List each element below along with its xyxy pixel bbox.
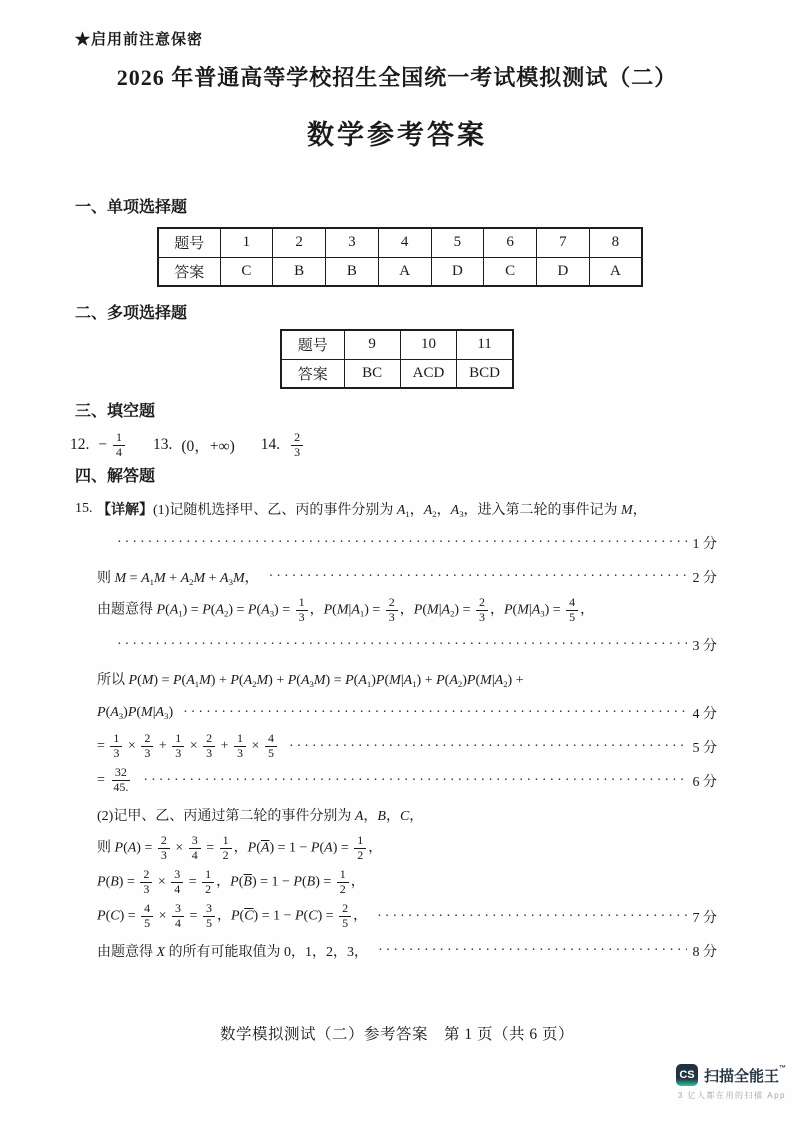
score-mark: 1 分	[692, 536, 717, 552]
row-label-cell: 答案	[158, 257, 220, 286]
solution-text: 则 P(A) = $\frac{2}{3}$ × $\frac{3}{4}$ = $\frac{1}{2}$ ，$P(\overline{A}) = 1 - P(A)$ = $\frac{1}{2}$ ，	[97, 833, 383, 863]
answer-cell: A	[589, 257, 642, 286]
solution-line	[75, 766, 717, 796]
dotted-leader	[378, 943, 686, 959]
answer-value: $\frac{2}{3}$	[289, 431, 305, 460]
solution-text: 由题意得 X 的所有可能取值为 0，1，2，3，	[97, 944, 369, 960]
solution-line	[75, 528, 717, 558]
solution-line	[75, 630, 717, 660]
camscanner-brand-text: 扫描全能王	[703, 1067, 779, 1085]
dotted-leader	[117, 535, 687, 551]
score-mark: 3 分	[692, 638, 717, 654]
solution-line	[75, 494, 717, 524]
solution-text: P(C) = $\frac{4}{5}$ × $\frac{3}{4}$ = $\frac{3}{5}$ ，$P(\overline{C}) = 1 - P(C)$ = $\frac{2}{5}$ ，	[97, 901, 368, 931]
problem-number: 15.	[75, 500, 93, 516]
solution-text: (2)记甲、乙、丙通过第二轮的事件分别为 A，B，C，	[97, 808, 424, 824]
dotted-leader	[377, 909, 686, 925]
answer-cell: A	[378, 257, 431, 286]
solution-text: 所以 $P(M) = P(A_1M) + P(A_2M) + P(A_3M) = P(A_1)P(M|A_1) + P(A_2)P(M|A_2)$ +	[97, 672, 524, 689]
table-row	[281, 330, 513, 359]
answer-value: − $\frac{1}{4}$	[98, 431, 127, 460]
camscanner-icon: CS	[676, 1064, 698, 1086]
dotted-leader	[289, 739, 687, 755]
solution-line	[75, 698, 717, 728]
solution-line	[75, 800, 717, 830]
camscanner-logo-row	[656, 1064, 786, 1086]
question-number: 14.	[260, 436, 281, 454]
answer-cell: C	[484, 257, 537, 286]
solution-text: = $\frac{32}{45.}$	[97, 765, 129, 795]
fill-in-answer	[261, 431, 305, 460]
solution-text: 【详解】(1)记随机选择甲、乙、丙的事件分别为 $A_1$，$A_2$，$A_3$，进入第二轮的事件记为 M，	[97, 502, 647, 519]
trademark-mark: ™	[779, 1064, 786, 1072]
answer-cell: D	[431, 257, 484, 286]
question-number: 12.	[70, 436, 90, 454]
question-number: 13.	[153, 436, 173, 454]
page-footer: 数学模拟测试（二）参考答案 第 1 页（共 6 页）	[219, 1026, 574, 1043]
camscanner-brand	[704, 1065, 786, 1086]
score-mark: 6 分	[692, 774, 717, 790]
answer-cell: 10	[400, 330, 456, 359]
solution-line	[75, 868, 717, 898]
answer-cell: C	[220, 257, 273, 286]
answer-cell: B	[273, 257, 326, 286]
page-subtitle: 数学参考答案	[307, 120, 487, 150]
answer-cell: 5	[431, 228, 484, 257]
camscanner-watermark	[656, 1064, 786, 1101]
answer-value: (0，+∞)	[181, 438, 235, 456]
score-mark: 8 分	[692, 944, 717, 960]
single-choice-answer-table	[157, 227, 643, 287]
answer-cell: 3	[326, 228, 379, 257]
score-mark: 2 分	[692, 570, 717, 586]
answer-cell: 1	[220, 228, 273, 257]
dotted-leader	[183, 705, 686, 721]
page-title: 2026 年普通高等学校招生全国统一考试模拟测试（二）	[116, 65, 678, 90]
answer-cell: 4	[378, 228, 431, 257]
answer-cell: ACD	[400, 359, 456, 388]
solution-line	[75, 834, 717, 864]
row-label-cell: 题号	[281, 330, 344, 359]
dotted-leader	[269, 569, 687, 585]
dotted-leader	[143, 773, 686, 789]
section-heading-single-choice: 一、单项选择题	[75, 199, 188, 216]
solution-text: $P(A_3)P(M|A_3)$	[97, 704, 174, 721]
solution-line	[75, 664, 717, 694]
section-heading-multi-choice: 二、多项选择题	[75, 305, 188, 322]
answer-cell: B	[326, 257, 379, 286]
fill-in-answers	[70, 431, 794, 460]
dotted-leader	[117, 637, 687, 653]
fill-in-answer	[70, 431, 127, 460]
solution-line	[75, 732, 717, 762]
solution-text: 则 $M = A_1M + A_2M + A_3M$，	[97, 570, 259, 587]
multi-choice-answer-table	[280, 329, 514, 389]
answer-cell: 7	[537, 228, 590, 257]
answer-cell: BC	[344, 359, 400, 388]
row-label-cell: 答案	[281, 359, 344, 388]
score-mark: 7 分	[692, 910, 717, 926]
answer-cell: 9	[344, 330, 400, 359]
score-mark: 5 分	[692, 740, 717, 756]
answer-cell: 11	[457, 330, 513, 359]
table-row	[281, 359, 513, 388]
table-row	[158, 257, 642, 286]
section-heading-free-response: 四、解答题	[75, 467, 156, 485]
answer-cell: 8	[589, 228, 642, 257]
solution-text: 由题意得 $P(A_1) = P(A_2) = P(A_3)$ = $\frac{1}{3}$ ，$P(M|A_1)$ = $\frac{2}{3}$ ，$P(M|A_2)$ = $\frac{2}{3}$ ，$P(M|A_3)$ = $\frac{4}{5}$ ，	[97, 595, 595, 625]
answer-cell: 6	[484, 228, 537, 257]
answer-cell: 2	[273, 228, 326, 257]
solution-text: = $\frac{1}{3}$ × $\frac{2}{3}$ + $\frac{1}{3}$ × $\frac{2}{3}$ + $\frac{1}{3}$ × $\frac{4}{5}$	[97, 732, 279, 761]
score-mark: 4 分	[692, 706, 717, 722]
solution-line	[75, 902, 717, 932]
security-note: ★启用前注意保密	[75, 31, 204, 48]
solution-line	[75, 936, 717, 966]
solution-line	[75, 596, 717, 626]
section-heading-fill-in: 三、填空题	[75, 403, 156, 420]
answer-cell: D	[537, 257, 590, 286]
solution-text: P(B) = $\frac{2}{3}$ × $\frac{3}{4}$ = $\frac{1}{2}$ ，$P(\overline{B}) = 1 - P(B)$ = $\frac{1}{2}$ ，	[97, 867, 365, 897]
table-row	[158, 228, 642, 257]
solution-lines	[75, 494, 717, 966]
answer-cell: BCD	[457, 359, 513, 388]
fill-in-answer	[153, 434, 235, 456]
camscanner-tagline: 3 亿人都在用的扫描 App	[677, 1091, 786, 1100]
row-label-cell: 题号	[158, 228, 220, 257]
solution-line	[75, 562, 717, 592]
